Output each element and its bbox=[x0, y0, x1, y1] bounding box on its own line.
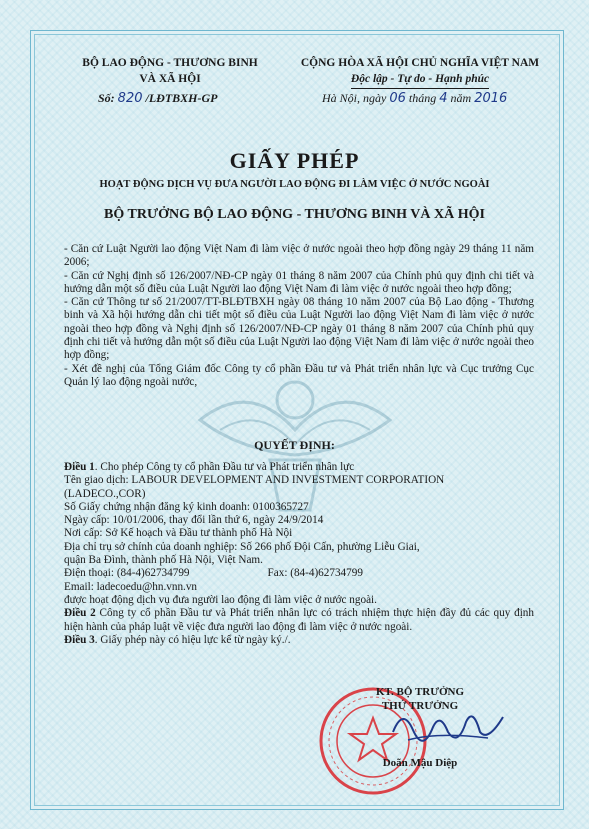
contact-line bbox=[64, 567, 534, 580]
fax: Fax: (84-4)62734799 bbox=[267, 567, 363, 580]
issuing-authority: BỘ TRƯỞNG BỘ LAO ĐỘNG - THƯƠNG BINH VÀ XÃ HỘI bbox=[104, 207, 485, 222]
date-year-label: năm bbox=[450, 91, 472, 105]
email: Email: ladecoedu@hn.vnn.vn bbox=[64, 580, 198, 593]
head-office-address: Địa chỉ trụ sở chính của doanh nghiệp: Số 266 phố Đội Cấn, phường Liễu Giai, bbox=[64, 540, 420, 553]
phone: Điện thoại: (84-4)62734799 bbox=[64, 567, 190, 580]
issue-date-line bbox=[322, 91, 507, 106]
national-name: CỘNG HÒA XÃ HỘI CHỦ NGHĨA VIỆT NAM bbox=[300, 57, 540, 69]
article-2 bbox=[64, 607, 534, 634]
certificate-issue-date: Ngày cấp: 10/01/2006, thay đổi lần thứ 6, ngày 24/9/2014 bbox=[64, 514, 324, 527]
certificate-issuer: Nơi cấp: Sở Kế hoạch và Đầu tư thành phố Hà Nội bbox=[64, 527, 293, 540]
article-1-label: Điều 1 bbox=[64, 461, 95, 473]
ground-item: - Căn cứ Thông tư số 21/2007/TT-BLĐTBXH ngày 08 tháng 10 năm 2007 của Bộ Lao động - Thương binh và Xã hội hướng dẫn chi tiết một số điều của Luật Người lao động Việt Nam đi làm việc ở nước ngoài theo hợp đồng và Nghị định số 126/2007/NĐ-CP ngày 01 tháng 8 năm 2007 của Chính phủ quy định chi tiết và hướng dẫn một số điều của Luật Người lao động Việt Nam đi làm việc ở nước ngoài theo hợp đồng; bbox=[64, 296, 534, 362]
head-office-address-2: quận Ba Đình, thành phố Hà Nội, Việt Nam. bbox=[64, 554, 263, 567]
ground-item: - Xét đề nghị của Tổng Giám đốc Công ty cổ phần Đầu tư và Phát triển nhân lực và Cục trưởng Cục Quản lý lao động ngoài nước, bbox=[64, 362, 534, 388]
number-prefix: Số: bbox=[98, 91, 115, 105]
legal-grounds bbox=[64, 243, 534, 389]
article-3 bbox=[64, 634, 534, 647]
ground-item: - Căn cứ Nghị định số 126/2007/NĐ-CP ngày 01 tháng 8 năm 2007 của Chính phủ quy định chi tiết và hướng dẫn một số điều của Luật Người lao động Việt Nam đi làm việc ở nước ngoài theo hợp đồng; bbox=[64, 269, 534, 295]
business-certificate: Số Giấy chứng nhận đăng ký kinh doanh: 0100365727 bbox=[64, 500, 309, 513]
decision-heading: QUYẾT ĐỊNH: bbox=[254, 438, 335, 452]
national-header bbox=[285, 55, 555, 89]
document-number bbox=[98, 91, 218, 106]
signer-name: Doãn Mậu Diệp bbox=[382, 757, 458, 769]
article-3-label: Điều 3 bbox=[64, 633, 95, 646]
articles bbox=[64, 461, 534, 647]
date-year: 2016 bbox=[474, 91, 508, 106]
ministry-header bbox=[55, 55, 285, 87]
article-2-text: Công ty cổ phần Đầu tư và Phát triển nhân lực có trách nhiệm thực hiện đầy đủ các quy định hiện hành của pháp luật về việc đưa người lao động đi làm việc ở nước ngoài. bbox=[64, 607, 534, 633]
number-suffix: /LĐTBXH-GP bbox=[145, 91, 218, 105]
signature-title-1: KT. BỘ TRƯỞNG bbox=[375, 686, 465, 698]
ministry-name-line1: BỘ LAO ĐỘNG - THƯƠNG BINH bbox=[82, 57, 258, 69]
trade-name-abbr: (LADECO.,COR) bbox=[64, 487, 146, 500]
permitted-activity: được hoạt động dịch vụ đưa người lao động đi làm việc ở nước ngoài. bbox=[64, 593, 377, 606]
date-day: 06 bbox=[389, 91, 406, 106]
trade-name: Tên giao dịch: LABOUR DEVELOPMENT AND INVESTMENT CORPORATION bbox=[64, 474, 445, 487]
document-title: GIẤY PHÉP bbox=[229, 148, 360, 173]
article-2-label: Điều 2 bbox=[64, 607, 96, 620]
document-subtitle: HOẠT ĐỘNG DỊCH VỤ ĐƯA NGƯỜI LAO ĐỘNG ĐI LÀM VIỆC Ở NƯỚC NGOÀI bbox=[99, 179, 490, 190]
article-1-intro bbox=[64, 461, 534, 474]
handwritten-signature bbox=[388, 702, 508, 752]
national-motto: Độc lập - Tự do - Hạnh phúc bbox=[351, 71, 489, 89]
number-value: 820 bbox=[117, 91, 143, 106]
signature-title-2: THỨ TRƯỞNG bbox=[381, 700, 459, 712]
date-month-label: tháng bbox=[408, 91, 437, 105]
ground-item: - Căn cứ Luật Người lao động Việt Nam đi làm việc ở nước ngoài theo hợp đồng ngày 29 tháng 11 năm 2006; bbox=[64, 243, 534, 269]
date-place: Hà Nội, ngày bbox=[322, 91, 387, 105]
date-month: 4 bbox=[439, 91, 448, 106]
article-1-text: . Cho phép Công ty cổ phần Đầu tư và Phát triển nhân lực bbox=[94, 461, 355, 473]
article-3-text: . Giấy phép này có hiệu lực kể từ ngày ký./. bbox=[94, 633, 291, 646]
ministry-name-line2: VÀ XÃ HỘI bbox=[139, 73, 201, 85]
